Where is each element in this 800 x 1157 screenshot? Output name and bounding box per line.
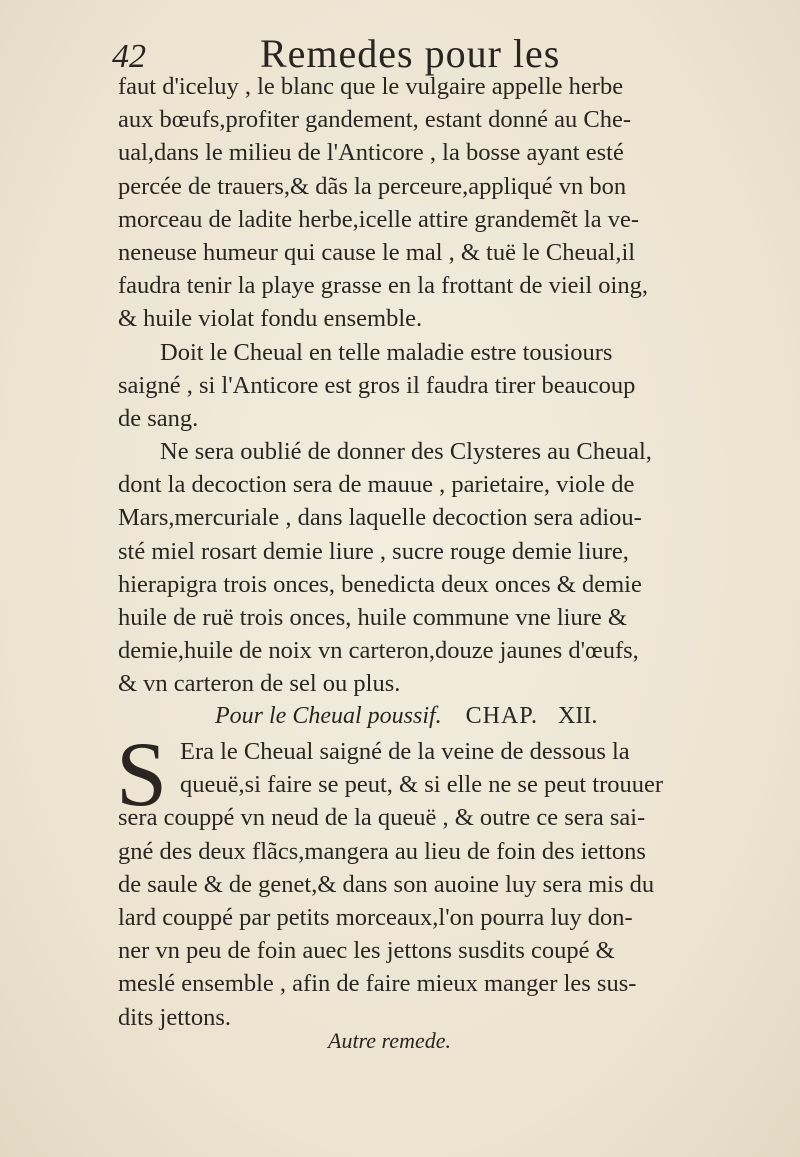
text-line: & vn carteron de sel ou plus. [118, 670, 401, 698]
catchword: Autre remede. [328, 1028, 451, 1053]
text-line: demie,huile de noix vn carteron,douze jaunes d'œufs, [118, 637, 639, 665]
chapter-text-line: de saule & de genet,& dans son auoine luy sera mis du [118, 870, 655, 898]
running-title: Remedes pour les [260, 31, 561, 76]
body-text [118, 70, 730, 701]
chapter-number: XII. [558, 703, 598, 729]
text-line: sté miel rosart demie liure , sucre rouge demie liure, [118, 537, 629, 565]
text-line: ual,dans le milieu de l'Anticore , la bosse ayant esté [118, 139, 624, 167]
chapter-text-line: gné des deux flãcs,mangera au lieu de foin des iettons [118, 837, 646, 865]
text-line: aux bœufs,profiter gandement, estant donné au Che- [118, 106, 631, 134]
text-line: huile de ruë trois onces, huile commune vne liure & [118, 604, 627, 631]
chapter-text-line: meslé ensemble , afin de faire mieux manger les sus- [118, 970, 637, 998]
text-line: saigné , si l'Anticore est gros il faudra tirer beaucoup [118, 371, 636, 399]
chapter-text [116, 723, 730, 1034]
text-line: Doit le Cheual en telle maladie estre tousiours [160, 338, 613, 366]
chapter-label: CHAP. [465, 703, 539, 729]
chapter-text-line: Era le Cheual saigné de la veine de dessous la [180, 738, 630, 765]
chapter-text-line: sera couppé vn neud de la queuë , & outre ce sera sai- [118, 804, 646, 832]
chapter-text-line: lard couppé par petits morceaux,l'on pourra luy don- [118, 903, 633, 931]
chapter-heading [215, 703, 685, 739]
chapter-text-line: dits jettons. [118, 1003, 231, 1031]
text-line: faut d'iceluy , le blanc que le vulgaire appelle herbe [118, 73, 624, 100]
text-line: morceau de ladite herbe,icelle attire grandemẽt la ve- [118, 205, 640, 233]
chapter-text-line: ner vn peu de foin auec les jettons susdits coupé & [118, 937, 615, 965]
page-number: 42 [112, 38, 146, 75]
text-line: hierapigra trois onces, benedicta deux onces & demie [118, 570, 642, 598]
text-line: de sang. [118, 404, 199, 432]
text-line: dont la decoction sera de mauue , parietaire, viole de [118, 471, 635, 499]
text-line: & huile violat fondu ensemble. [118, 305, 423, 333]
text-line: Mars,mercuriale , dans laquelle decoction sera adiou- [118, 504, 642, 532]
chapter-title: Pour le Cheual poussif. [215, 703, 442, 729]
text-line: faudra tenir la playe grasse en la frottant de vieil oing, [118, 272, 648, 300]
text-line: percée de trauers,& dãs la perceure,appliqué vn bon [118, 172, 627, 200]
chapter-text-line: queuë,si faire se peut, & si elle ne se peut trouuer [180, 771, 664, 799]
drop-cap: S [116, 723, 168, 825]
text-line: neneuse humeur qui cause le mal , & tuë le Cheual,il [118, 238, 636, 266]
text-line: Ne sera oublié de donner des Clysteres au Cheual, [160, 438, 652, 466]
